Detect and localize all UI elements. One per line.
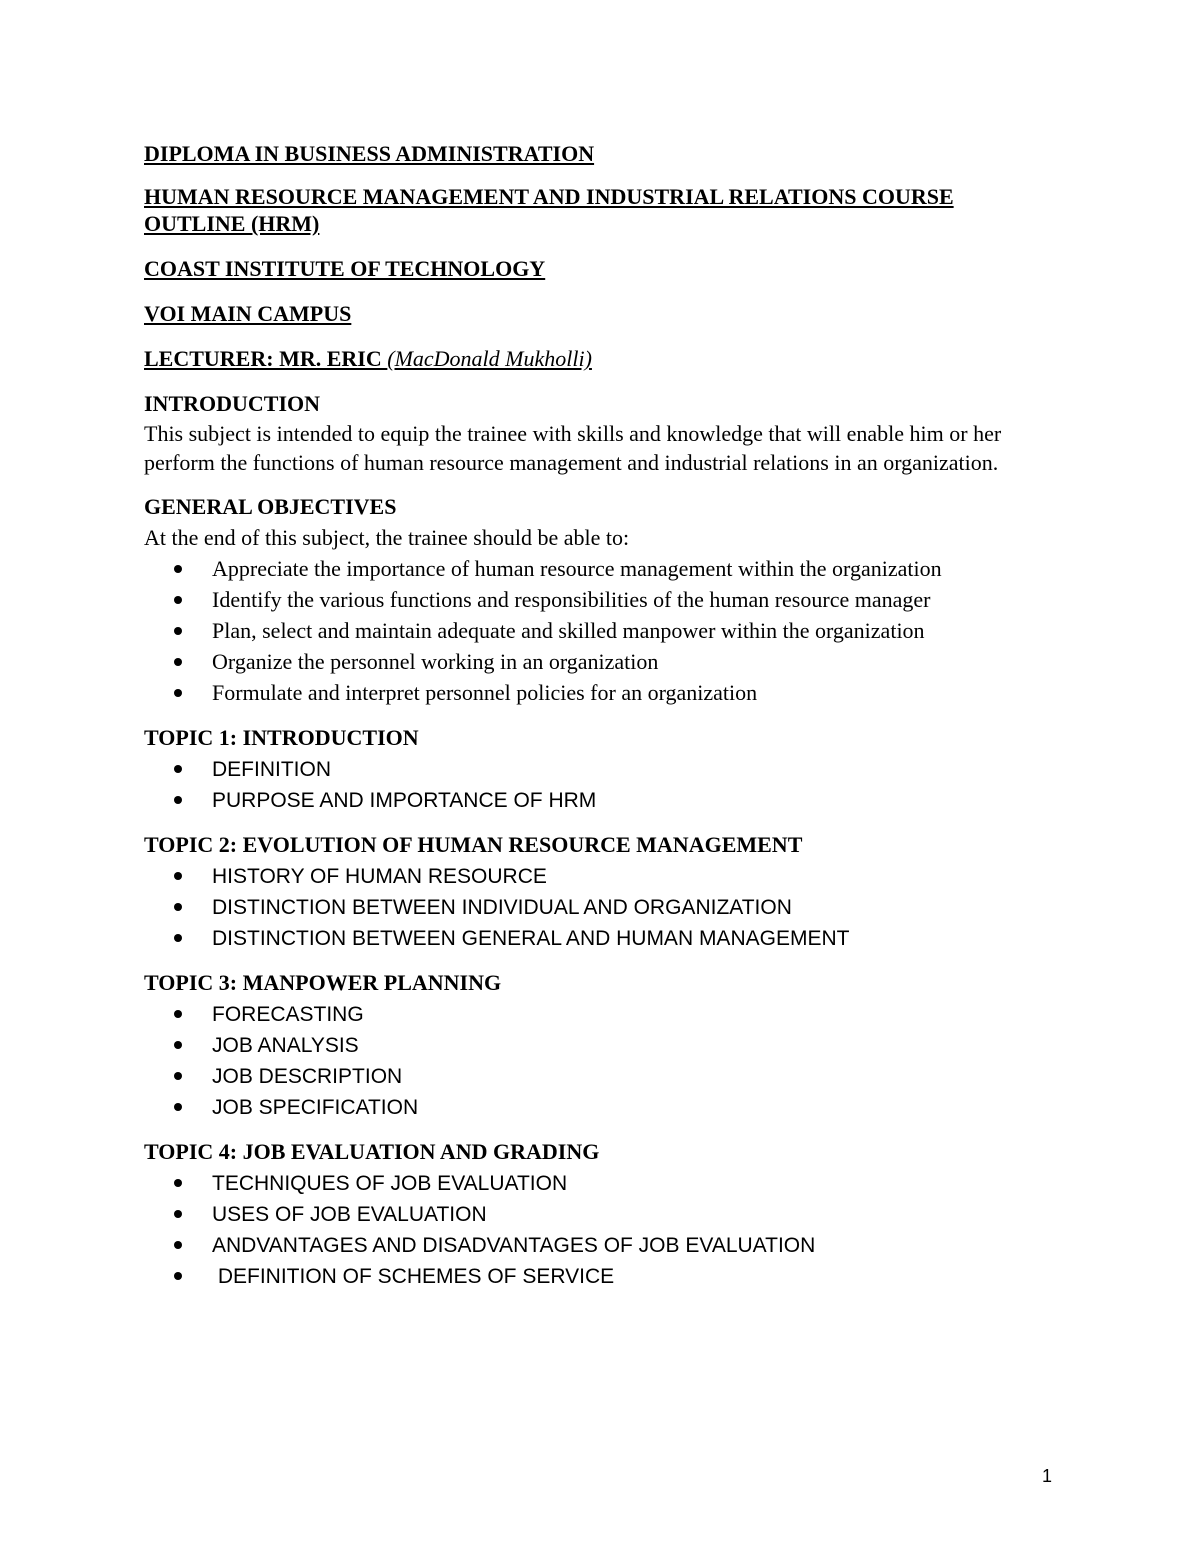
list-item: Organize the personnel working in an organization — [144, 646, 1060, 677]
list-item: DISTINCTION BETWEEN INDIVIDUAL AND ORGANIZATION — [144, 891, 1060, 922]
topic-3-heading: TOPIC 3: MANPOWER PLANNING — [144, 970, 502, 995]
campus-name: VOI MAIN CAMPUS — [144, 301, 352, 326]
list-item: DEFINITION OF SCHEMES OF SERVICE — [144, 1260, 1060, 1291]
course-title: HUMAN RESOURCE MANAGEMENT AND INDUSTRIAL RELATIONS COURSE OUTLINE (HRM) — [144, 184, 954, 236]
bullet-icon — [174, 565, 182, 573]
bullet-icon — [174, 1103, 182, 1111]
topic-2-heading: TOPIC 2: EVOLUTION OF HUMAN RESOURCE MANAGEMENT — [144, 832, 803, 857]
bullet-icon — [174, 1072, 182, 1080]
list-item: DISTINCTION BETWEEN GENERAL AND HUMAN MANAGEMENT — [144, 922, 1060, 953]
topic-1-list — [144, 753, 1060, 815]
bullet-icon — [174, 627, 182, 635]
objectives-heading: GENERAL OBJECTIVES — [144, 494, 397, 519]
institution-name: COAST INSTITUTE OF TECHNOLOGY — [144, 256, 546, 281]
list-item: USES OF JOB EVALUATION — [144, 1198, 1060, 1229]
list-item: JOB ANALYSIS — [144, 1029, 1060, 1060]
objectives-list — [144, 553, 1060, 708]
bullet-icon — [174, 796, 182, 804]
bullet-icon — [174, 658, 182, 666]
list-item: ANDVANTAGES AND DISADVANTAGES OF JOB EVALUATION — [144, 1229, 1060, 1260]
topic-2-list — [144, 860, 1060, 953]
list-item: PURPOSE AND IMPORTANCE OF HRM — [144, 784, 1060, 815]
list-item: HISTORY OF HUMAN RESOURCE — [144, 860, 1060, 891]
introduction-heading: INTRODUCTION — [144, 391, 321, 416]
introduction-text: This subject is intended to equip the trainee with skills and knowledge that will enable him or her perform the functions of human resource management and industrial relations in an organization. — [144, 421, 1002, 475]
bullet-icon — [174, 903, 182, 911]
bullet-icon — [174, 596, 182, 604]
bullet-icon — [174, 872, 182, 880]
page-number: 1 — [1041, 1466, 1052, 1486]
bullet-icon — [174, 934, 182, 942]
topic-4-heading: TOPIC 4: JOB EVALUATION AND GRADING — [144, 1139, 600, 1164]
topic-1-heading: TOPIC 1: INTRODUCTION — [144, 725, 419, 750]
bullet-icon — [174, 765, 182, 773]
list-item: JOB DESCRIPTION — [144, 1060, 1060, 1091]
lecturer-line — [144, 343, 1060, 374]
list-item: Identify the various functions and responsibilities of the human resource manager — [144, 584, 1060, 615]
program-title: DIPLOMA IN BUSINESS ADMINISTRATION — [144, 141, 595, 166]
bullet-icon — [174, 1210, 182, 1218]
bullet-icon — [174, 1041, 182, 1049]
topic-4-list — [144, 1167, 1060, 1291]
lecturer-label: LECTURER: MR. ERIC — [144, 346, 388, 371]
list-item: TECHNIQUES OF JOB EVALUATION — [144, 1167, 1060, 1198]
bullet-icon — [174, 689, 182, 697]
list-item: DEFINITION — [144, 753, 1060, 784]
list-item: Formulate and interpret personnel policies for an organization — [144, 677, 1060, 708]
lecturer-name: (MacDonald Mukholli) — [387, 346, 592, 371]
bullet-icon — [174, 1010, 182, 1018]
list-item: Plan, select and maintain adequate and skilled manpower within the organization — [144, 615, 1060, 646]
bullet-icon — [174, 1179, 182, 1187]
topic-3-list — [144, 998, 1060, 1122]
objectives-lead: At the end of this subject, the trainee should be able to: — [144, 525, 630, 550]
bullet-icon — [174, 1241, 182, 1249]
bullet-icon — [174, 1272, 182, 1280]
document-body — [144, 138, 1060, 1291]
list-item: JOB SPECIFICATION — [144, 1091, 1060, 1122]
list-item: Appreciate the importance of human resource management within the organization — [144, 553, 1060, 584]
list-item: FORECASTING — [144, 998, 1060, 1029]
